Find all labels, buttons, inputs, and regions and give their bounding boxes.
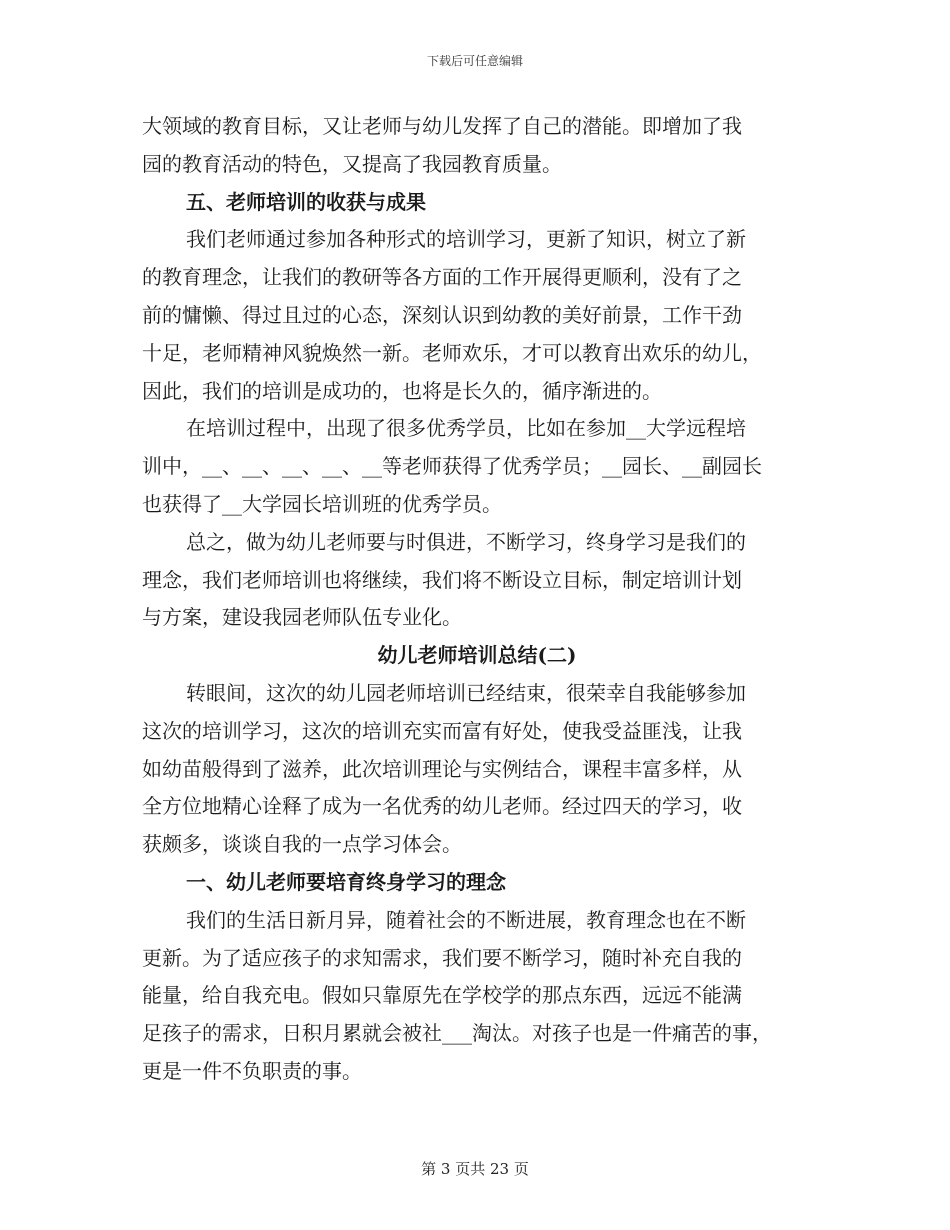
paragraph-line: 在培训过程中，出现了很多优秀学员，比如在参加__大学远程培 — [186, 416, 746, 441]
section-heading: 五、老师培训的收获与成果 — [186, 189, 426, 214]
paragraph-line: 这次的培训学习，这次的培训充实而富有好处，使我受益匪浅，让我 — [142, 718, 742, 743]
paragraph-line: 获颇多，谈谈自我的一点学习体会。 — [142, 832, 462, 857]
paragraph-line: 与方案，建设我园老师队伍专业化。 — [142, 605, 462, 630]
document-title: 幼儿老师培训总结(二) — [377, 643, 577, 668]
paragraph-line: 我们老师通过参加各种形式的培训学习，更新了知识，树立了新 — [186, 227, 746, 252]
section-heading: 一、幼儿老师要培育终身学习的理念 — [186, 869, 506, 894]
paragraph-line: 理念，我们老师培训也将继续，我们将不断设立目标，制定培训计划 — [142, 567, 742, 592]
document-body — [142, 108, 812, 1091]
paragraph-line: 全方位地精心诠释了成为一名优秀的幼儿老师。经过四天的学习，收 — [142, 794, 742, 819]
paragraph-line: 更是一件不负职责的事。 — [142, 1058, 362, 1083]
paragraph-line: 训中，__、__、__、__、__等老师获得了优秀学员；__园长、__副园长 — [142, 454, 762, 479]
paragraph-line: 前的慵懒、得过且过的心态，深刻认识到幼教的美好前景，工作干劲 — [142, 302, 742, 327]
page-header: 下载后可任意编辑 — [426, 54, 523, 68]
paragraph-line: 能量，给自我充电。假如只靠原先在学校学的那点东西，远远不能满 — [142, 983, 742, 1008]
paragraph-line: 因此，我们的培训是成功的，也将是长久的，循序渐进的。 — [142, 378, 662, 403]
paragraph-line: 转眼间，这次的幼儿园老师培训已经结束，很荣幸自我能够参加 — [186, 680, 746, 705]
paragraph-line: 更新。为了适应孩子的求知需求，我们要不断学习，随时补充自我的 — [142, 945, 742, 970]
paragraph-line: 也获得了__大学园长培训班的优秀学员。 — [142, 491, 502, 516]
page-footer: 第 3 页共 23 页 — [421, 1160, 529, 1178]
paragraph-line: 的教育理念，让我们的教研等各方面的工作开展得更顺利，没有了之 — [142, 265, 742, 290]
paragraph-line: 足孩子的需求，日积月累就会被社___淘汰。对孩子也是一件痛苦的事， — [142, 1021, 772, 1046]
paragraph-line: 我们的生活日新月异，随着社会的不断进展，教育理念也在不断 — [186, 907, 746, 932]
paragraph-line: 总之，做为幼儿老师要与时俱进，不断学习，终身学习是我们的 — [186, 529, 746, 554]
paragraph-line: 十足，老师精神风貌焕然一新。老师欢乐，才可以教育出欢乐的幼儿， — [142, 340, 762, 365]
paragraph-line: 大领域的教育目标，又让老师与幼儿发挥了自己的潜能。即增加了我 — [142, 114, 742, 138]
paragraph-line: 如幼苗般得到了滋养，此次培训理论与实例结合，课程丰富多样，从 — [142, 756, 742, 781]
paragraph-line: 园的教育活动的特色，又提高了我园教育质量。 — [142, 151, 562, 176]
